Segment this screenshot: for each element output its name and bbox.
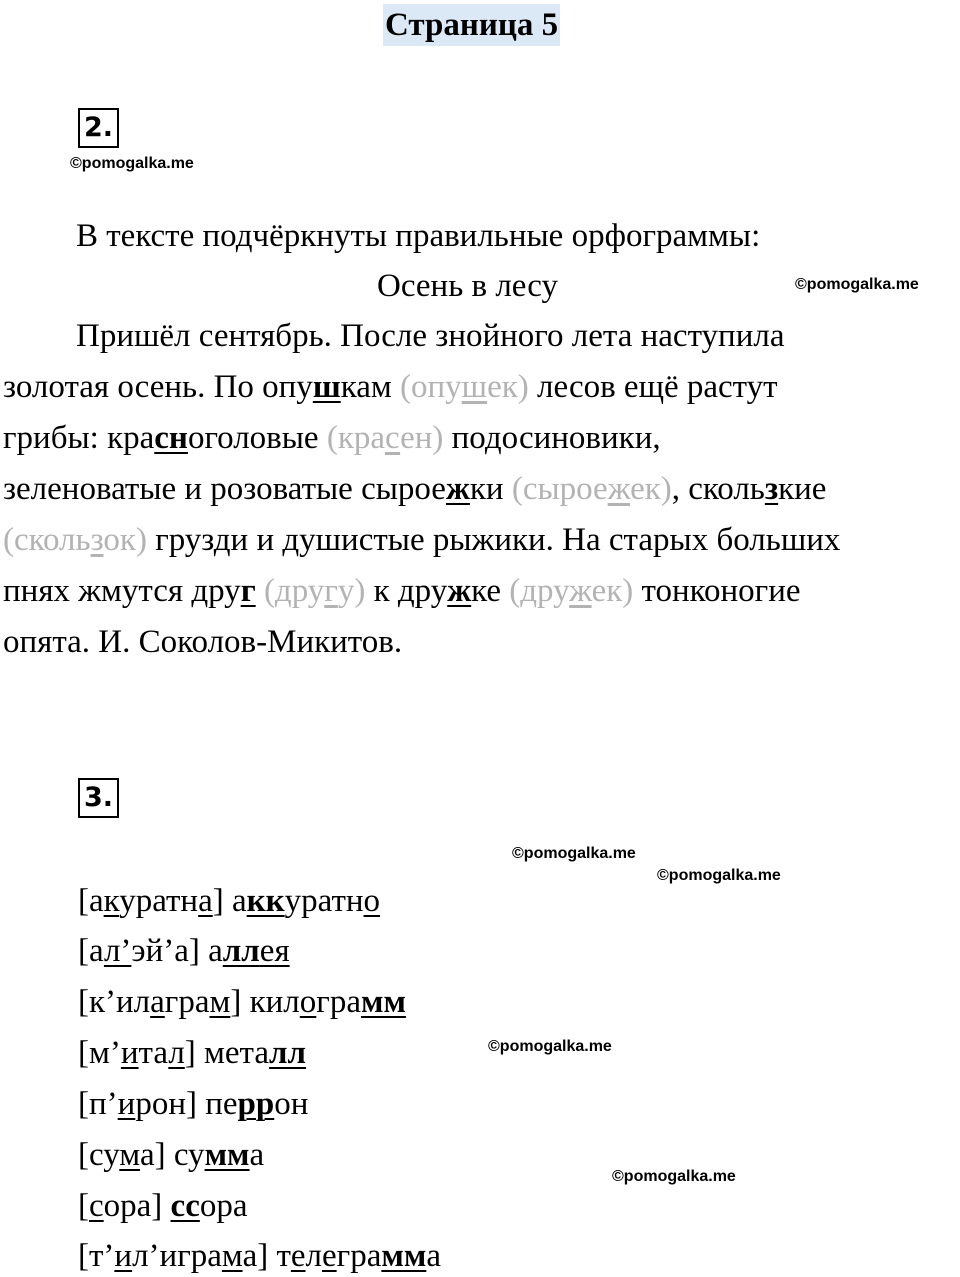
page-title: Страница 5: [383, 4, 560, 46]
watermark: ©pomogalka.me: [70, 155, 194, 172]
text-line-1: Пришёл сентябрь. После знойного лета наступила: [76, 318, 785, 354]
text-heading: Осень в лесу: [377, 268, 558, 304]
text-line-2: золотая осень. По опушкам (опушек) лесов ещё растут: [3, 369, 778, 405]
watermark: ©pomogalka.me: [488, 1038, 612, 1055]
transcription-row: [ал’эй’а] аллея: [78, 933, 290, 969]
watermark: ©pomogalka.me: [612, 1168, 736, 1185]
transcription-row: [п’ирон] перрон: [78, 1086, 309, 1122]
watermark: ©pomogalka.me: [795, 276, 919, 293]
transcription-row: [к’илаграм] килограмм: [78, 984, 406, 1020]
task-number-3: 3.: [78, 778, 119, 818]
transcription-row: [акуратна] аккуратно: [78, 883, 381, 919]
transcription-row: [сума] сумма: [78, 1137, 265, 1173]
text-line-5: (скользок) грузди и душистые рыжики. На старых больших: [3, 522, 841, 558]
text-line-4: зеленоватые и розоватые сыроежки (сыроежек), скользкие: [3, 471, 827, 507]
text-line-6: пнях жмутся друг (другу) к дружке (дружек) тонконогие: [3, 573, 801, 609]
transcription-row: [сора] ссора: [78, 1188, 248, 1224]
transcription-row: [т’ил’играма] телеграмма: [78, 1238, 441, 1274]
transcription-row: [м’итал] металл: [78, 1035, 307, 1071]
watermark: ©pomogalka.me: [657, 867, 781, 884]
task-number-2: 2.: [78, 108, 119, 148]
text-line-3: грибы: красноголовые (красен) подосиновики,: [3, 420, 661, 456]
text-line-7: опята. И. Соколов-Микитов.: [3, 624, 403, 660]
watermark: ©pomogalka.me: [512, 845, 636, 862]
task2-intro: В тексте подчёркнуты правильные орфограммы:: [76, 218, 761, 254]
